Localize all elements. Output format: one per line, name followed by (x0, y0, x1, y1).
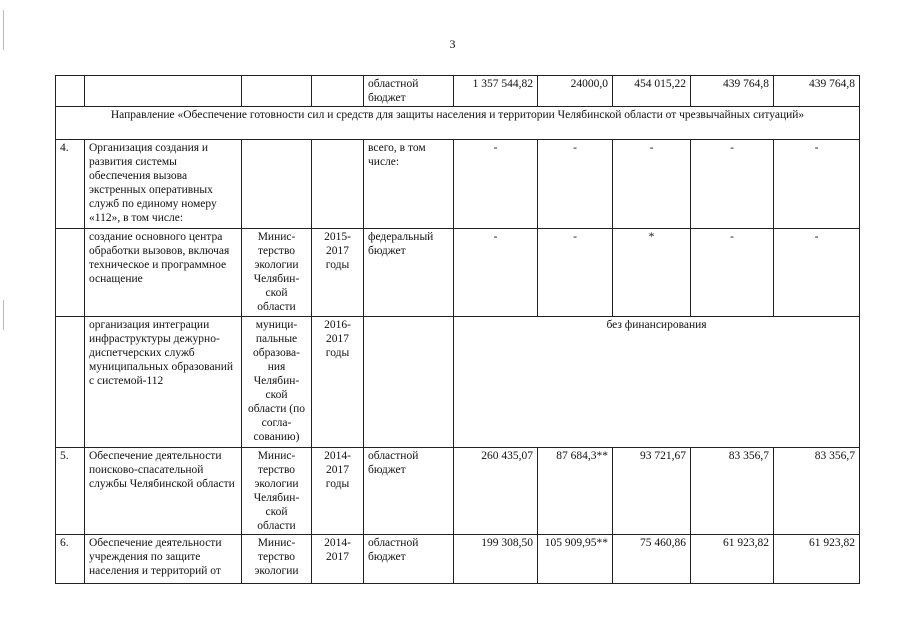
amount-year-4: - (774, 229, 860, 317)
section-row (56, 107, 860, 140)
table-row (56, 76, 860, 107)
budget-table (55, 75, 860, 584)
amount-year-1: - (538, 140, 613, 229)
amount-year-1: 105 909,95** (538, 535, 613, 584)
funding-source: всего, в том числе: (364, 140, 454, 229)
measure-name: Обеспечение деятельности учреждения по защите населения и территорий от (85, 535, 242, 584)
funding-source (364, 317, 454, 448)
funding-source: федеральный бюджет (364, 229, 454, 317)
amount-year-4: 83 356,7 (774, 448, 860, 535)
table-row (56, 140, 860, 229)
measure-name: организация интеграции инфраструктуры дежурно-диспетчерских служб муниципальных образований с системой-112 (85, 317, 242, 448)
measure-name: Обеспечение деятельности поисково-спасательной службы Челябинской области (85, 448, 242, 535)
total-amount: 199 308,50 (454, 535, 538, 584)
row-number: 5. (56, 448, 85, 535)
row-number (56, 229, 85, 317)
years: 2014- 2017 годы (312, 448, 364, 535)
amount-year-3: 61 923,82 (691, 535, 774, 584)
table-row (56, 535, 860, 584)
total-amount: - (454, 229, 538, 317)
executor: Минис- терство экологии Челябин- ской области (242, 448, 312, 535)
row-number: 6. (56, 535, 85, 584)
executor: Минис- терство экологии (242, 535, 312, 584)
total-amount: - (454, 140, 538, 229)
amount-year-2: - (613, 140, 691, 229)
executor: муници- пальные образова- ния Челябин- ской области (по согла- сованию) (242, 317, 312, 448)
amount-year-3: 439 764,8 (691, 76, 774, 107)
scan-edge-mark (3, 10, 4, 50)
amount-year-2: 75 460,86 (613, 535, 691, 584)
years: 2015- 2017 годы (312, 229, 364, 317)
row-number (56, 76, 85, 107)
total-amount: 1 357 544,82 (454, 76, 538, 107)
scan-edge-mark (3, 300, 4, 330)
years: 2016- 2017 годы (312, 317, 364, 448)
amount-year-4: - (774, 140, 860, 229)
executor (242, 140, 312, 229)
row-number: 4. (56, 140, 85, 229)
amount-year-3: 83 356,7 (691, 448, 774, 535)
executor (242, 76, 312, 107)
amount-year-2: 454 015,22 (613, 76, 691, 107)
amount-year-1: 87 684,3** (538, 448, 613, 535)
amount-year-3: - (691, 229, 774, 317)
years (312, 140, 364, 229)
measure-name: Организация создания и развития системы обеспечения вызова экстренных оперативных служб по единому номеру «112», в том числе: (85, 140, 242, 229)
funding-source: областной бюджет (364, 448, 454, 535)
row-number (56, 317, 85, 448)
years: 2014- 2017 (312, 535, 364, 584)
amount-year-1: - (538, 229, 613, 317)
amount-year-1: 24000,0 (538, 76, 613, 107)
years (312, 76, 364, 107)
amount-year-3: - (691, 140, 774, 229)
funding-source: областной бюджет (364, 76, 454, 107)
amount-year-4: 61 923,82 (774, 535, 860, 584)
amount-year-2: * (613, 229, 691, 317)
executor: Минис- терство экологии Челябин- ской области (242, 229, 312, 317)
amount-year-2: 93 721,67 (613, 448, 691, 535)
table-row (56, 317, 860, 448)
funding-source: областной бюджет (364, 535, 454, 584)
table-row (56, 448, 860, 535)
amount-year-4: 439 764,8 (774, 76, 860, 107)
table-row (56, 229, 860, 317)
no-funding-note: без финансирования (454, 317, 860, 448)
measure-name (85, 76, 242, 107)
page-number: 3 (449, 37, 456, 51)
measure-name: создание основного центра обработки вызовов, включая техническое и программное оснащение (85, 229, 242, 317)
total-amount: 260 435,07 (454, 448, 538, 535)
section-heading: Направление «Обеспечение готовности сил и средств для защиты населения и территории Челябинской области от чрезвычайных ситуаций» (56, 107, 860, 140)
